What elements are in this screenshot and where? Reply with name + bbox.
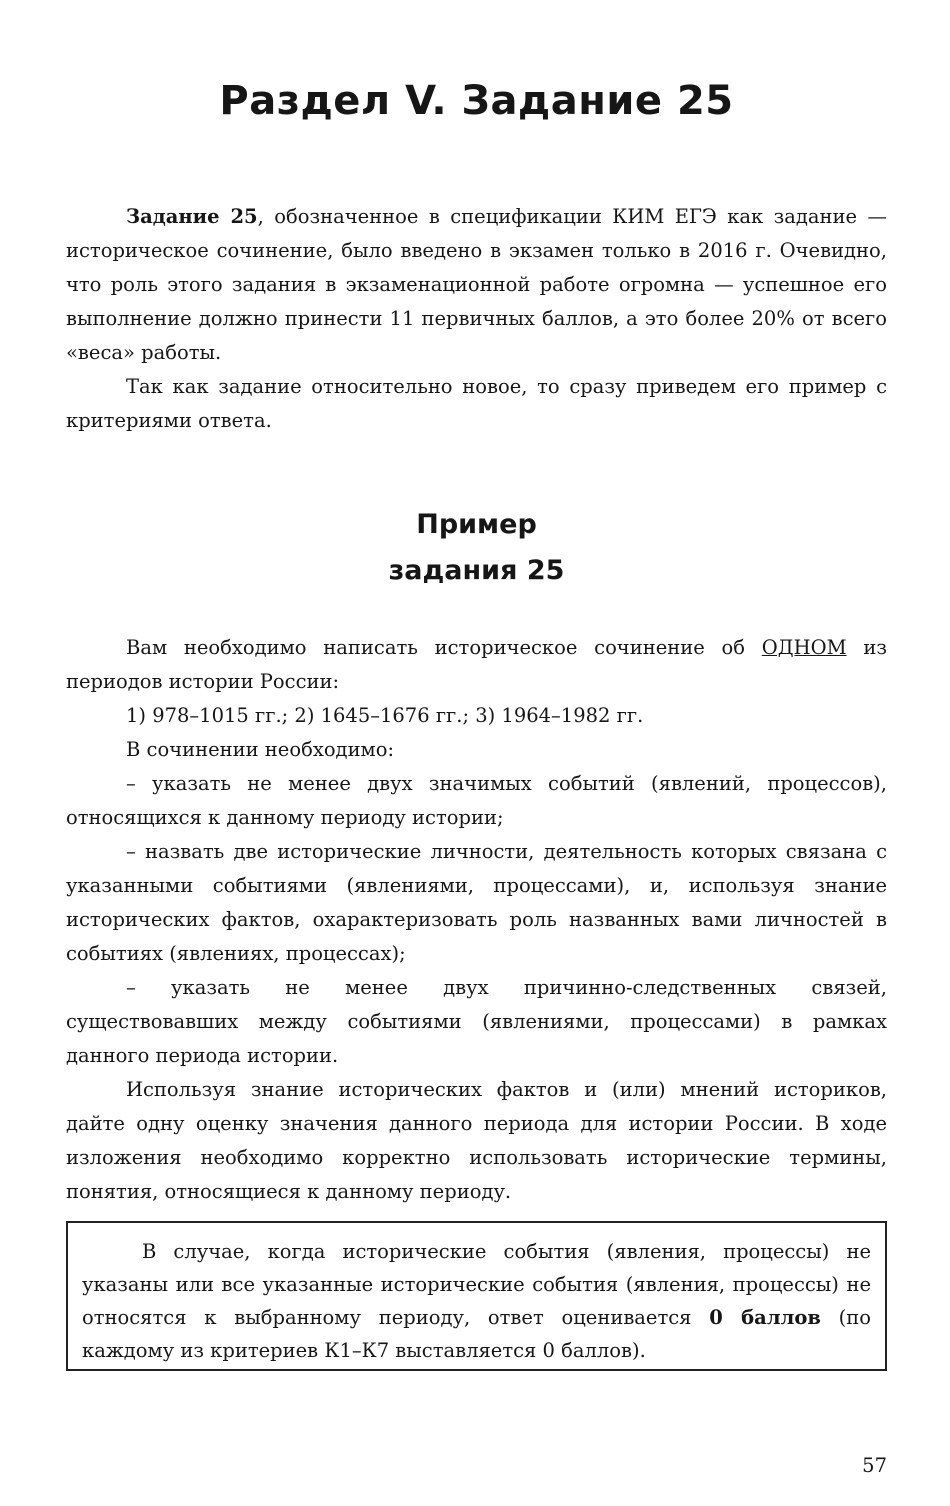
task-final-paragraph: Используя знание исторических фактов и (или) мнений историков, дайте одну оценку значения данного периода для истории России. В ходе изложения необходимо корректно использовать исторические термины, понятия, относящиеся к данному периоду. [66, 1078, 887, 1203]
task-requirement-2: – назвать две исторические личности, деятельность которых связана с указанными событиями (явлениями, процессами), и, используя знание исторических фактов, охарактеризовать роль названных вами личностей в событиях (явлениях, процессах); [66, 840, 887, 965]
intro-paragraph-1-text: , обозначенное в спецификации КИМ ЕГЭ как задание — историческое сочинение, было введено в экзамен только в 2016 г. Очевидно, что роль этого задания в экзаменационной работе огромна — успешное его выполнение должно принести 11 первичных баллов, а это более 20% от всего «веса» работы. [66, 205, 887, 364]
intro-lead-bold: Задание 25 [126, 205, 258, 228]
note-text-after: (по каждому из критериев К1–К7 выставляется 0 баллов). [82, 1306, 871, 1362]
example-title-line-2: задания 25 [388, 555, 565, 586]
note-bold: 0 баллов [709, 1306, 821, 1329]
task-requirements-lead: В сочинении необходимо: [126, 738, 395, 761]
task-requirement-1: – указать не менее двух значимых событий (явлений, процессов), относящихся к данному периоду истории; [66, 772, 887, 829]
note-text [82, 1235, 871, 1367]
task-paragraph-1 [66, 631, 887, 699]
example-title-line-1: Пример [416, 509, 537, 540]
task-p1-underlined: ОДНОМ [761, 636, 847, 659]
page-number: 57 [862, 1454, 887, 1477]
task-block [66, 631, 887, 1209]
note-text-before: В случае, когда исторические события (явления, процессы) не указаны или все указанные исторические события (явления, процессы) не относятся к выбранному периоду, ответ оценивается [82, 1240, 871, 1329]
note-box [66, 1221, 887, 1371]
task-requirement-3: – указать не менее двух причинно-следственных связей, существовавших между событиями (явлениями, процессами) в рамках данного периода истории. [66, 976, 887, 1067]
section-title: Раздел V. Задание 25 [219, 78, 734, 124]
task-periods: 1) 978–1015 гг.; 2) 1645–1676 гг.; 3) 1964–1982 гг. [126, 704, 644, 727]
example-title [66, 502, 887, 594]
task-p1-before: Вам необходимо написать историческое сочинение об [126, 636, 762, 659]
task-p1-after: из периодов истории России: [66, 636, 887, 693]
intro-paragraph-1 [66, 200, 887, 370]
intro-paragraph-2: Так как задание относительно новое, то сразу приведем его пример с критериями ответа. [66, 375, 887, 432]
intro-block [66, 200, 887, 438]
